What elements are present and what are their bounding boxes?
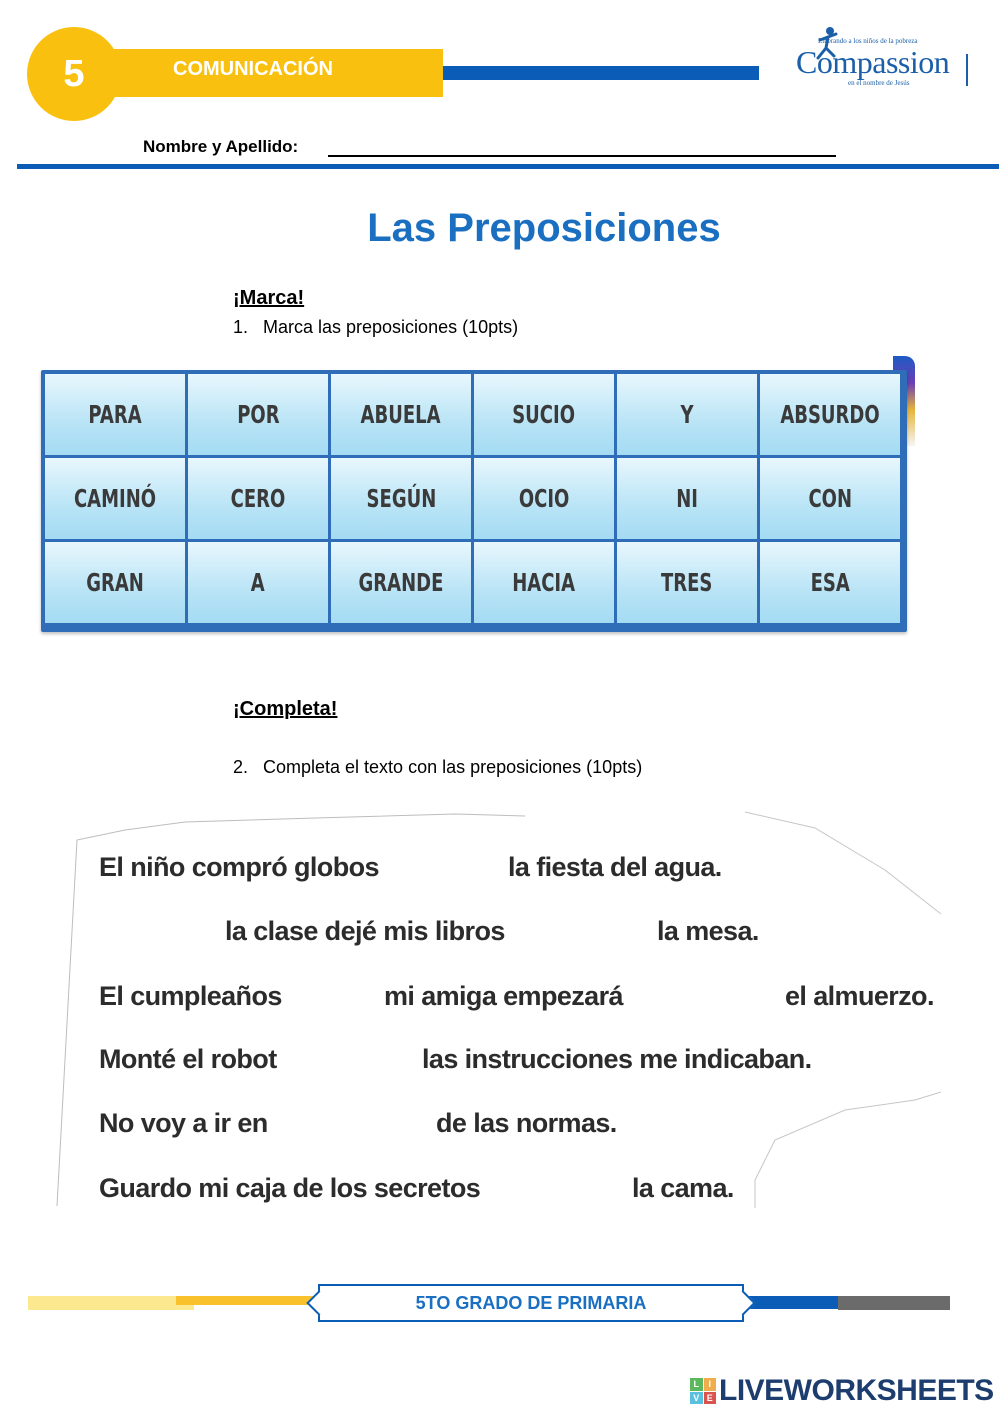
word-cell-label: A [251,568,265,597]
section2-instruction-text: Completa el texto con las preposiciones (10pts) [263,757,643,777]
sentence-3c: el almuerzo. [785,981,934,1011]
word-cell[interactable] [45,458,185,539]
liveworksheets-icon [690,1378,716,1404]
word-cell-label: PARA [88,400,142,429]
sentence-6a: Guardo mi caja de los secretos [99,1173,481,1203]
name-label: Nombre y Apellido: [143,137,299,156]
unit-number: 5 [63,52,85,95]
section1-instruction [233,317,518,338]
word-cell-label: GRAN [86,568,144,597]
word-cell-label: HACIA [512,568,576,597]
word-cell-label: ESA [810,568,850,597]
word-cell-label: CON [808,484,852,513]
word-cell-label: Y [680,400,694,429]
logo-separator [966,54,968,86]
word-cell-label: TRES [661,568,713,597]
unit-number-badge [27,27,121,121]
fill-in-paper [55,810,945,1208]
sentence-2a: la clase dejé mis libros [225,916,505,946]
blank-5[interactable] [639,979,783,1015]
icon-letter-e: E [704,1392,717,1405]
blank-3[interactable] [521,914,651,950]
footer-blue [744,1296,840,1309]
grade-banner [318,1284,744,1322]
word-cell-label: ABSURDO [780,400,880,429]
sentence-6b: la cama. [632,1173,734,1203]
word-cell-label: ABUELA [361,400,441,429]
word-cell[interactable] [617,374,757,455]
word-cell-label: CERO [230,484,286,513]
word-cell-label: GRANDE [358,568,444,597]
word-cell[interactable] [760,542,900,623]
word-cell[interactable] [45,542,185,623]
sentence-2b: la mesa. [657,916,759,946]
blank-2[interactable] [99,914,223,950]
subject-label: COMUNICACIÓN [173,58,333,80]
blank-7[interactable] [277,1106,433,1142]
footer-yellow [176,1296,318,1305]
sentence-1a: El niño compró globos [99,852,379,882]
liveworksheets-brand[interactable] [690,1374,994,1408]
word-cell-label: CAMINÓ [73,484,157,513]
word-cell[interactable] [474,374,614,455]
word-cell[interactable] [474,542,614,623]
word-cell-label: NI [676,484,698,513]
grade-label: 5TO GRADO DE PRIMARIA [415,1292,647,1313]
section2-heading: ¡Completa! [233,698,338,720]
blank-6[interactable] [291,1042,423,1078]
liveworksheets-label: LIVEWORKSHEETS [719,1374,994,1407]
blank-1[interactable] [388,850,502,886]
word-cell[interactable] [188,374,328,455]
sentence-4a: Monté el robot [99,1044,277,1074]
logo-brand: Compassion [796,44,950,80]
word-cell[interactable] [474,458,614,539]
section1-heading: ¡Marca! [233,287,305,309]
word-cell[interactable] [760,458,900,539]
word-cell[interactable] [45,374,185,455]
word-grid [41,370,907,632]
blank-8[interactable] [500,1171,632,1207]
sentence-5b: de las normas. [436,1108,617,1138]
word-cell[interactable] [331,542,471,623]
word-cell[interactable] [188,542,328,623]
section2-instruction-number: 2. [233,757,249,777]
header-divider [17,164,999,169]
word-cell[interactable] [760,374,900,455]
sentence-3b: mi amiga empezará [384,981,623,1011]
word-cell-label: SUCIO [512,400,576,429]
sentence-1b: la fiesta del agua. [508,852,722,882]
logo-tagline: Liberando a los niños de la pobreza [818,37,918,45]
word-cell[interactable] [617,458,757,539]
icon-letter-i: I [704,1378,717,1391]
sentence-4b: las instrucciones me indicaban. [422,1044,812,1074]
word-cell[interactable] [188,458,328,539]
footer-yellow-light [28,1296,194,1310]
word-cell-label: SEGÚN [366,484,436,513]
icon-letter-l: L [690,1378,703,1391]
header-blue-bar [443,66,759,80]
page-title: Las Preposiciones [367,206,721,250]
section2-instruction [233,757,642,778]
section1-instruction-text: Marca las preposiciones (10pts) [263,317,519,337]
word-cell-label: POR [236,400,280,429]
sentence-3a: El cumpleaños [99,981,282,1011]
word-cell[interactable] [331,458,471,539]
word-cell[interactable] [331,374,471,455]
word-cell[interactable] [617,542,757,623]
footer-gray [838,1296,950,1310]
sentence-5a: No voy a ir en [99,1108,268,1138]
section1-instruction-number: 1. [233,317,249,337]
name-line [328,155,836,157]
logo-subtag: en el nombre de Jesús [848,79,910,87]
word-cell-label: OCIO [518,484,570,513]
icon-letter-v: V [690,1392,703,1405]
blank-4[interactable] [291,979,383,1015]
